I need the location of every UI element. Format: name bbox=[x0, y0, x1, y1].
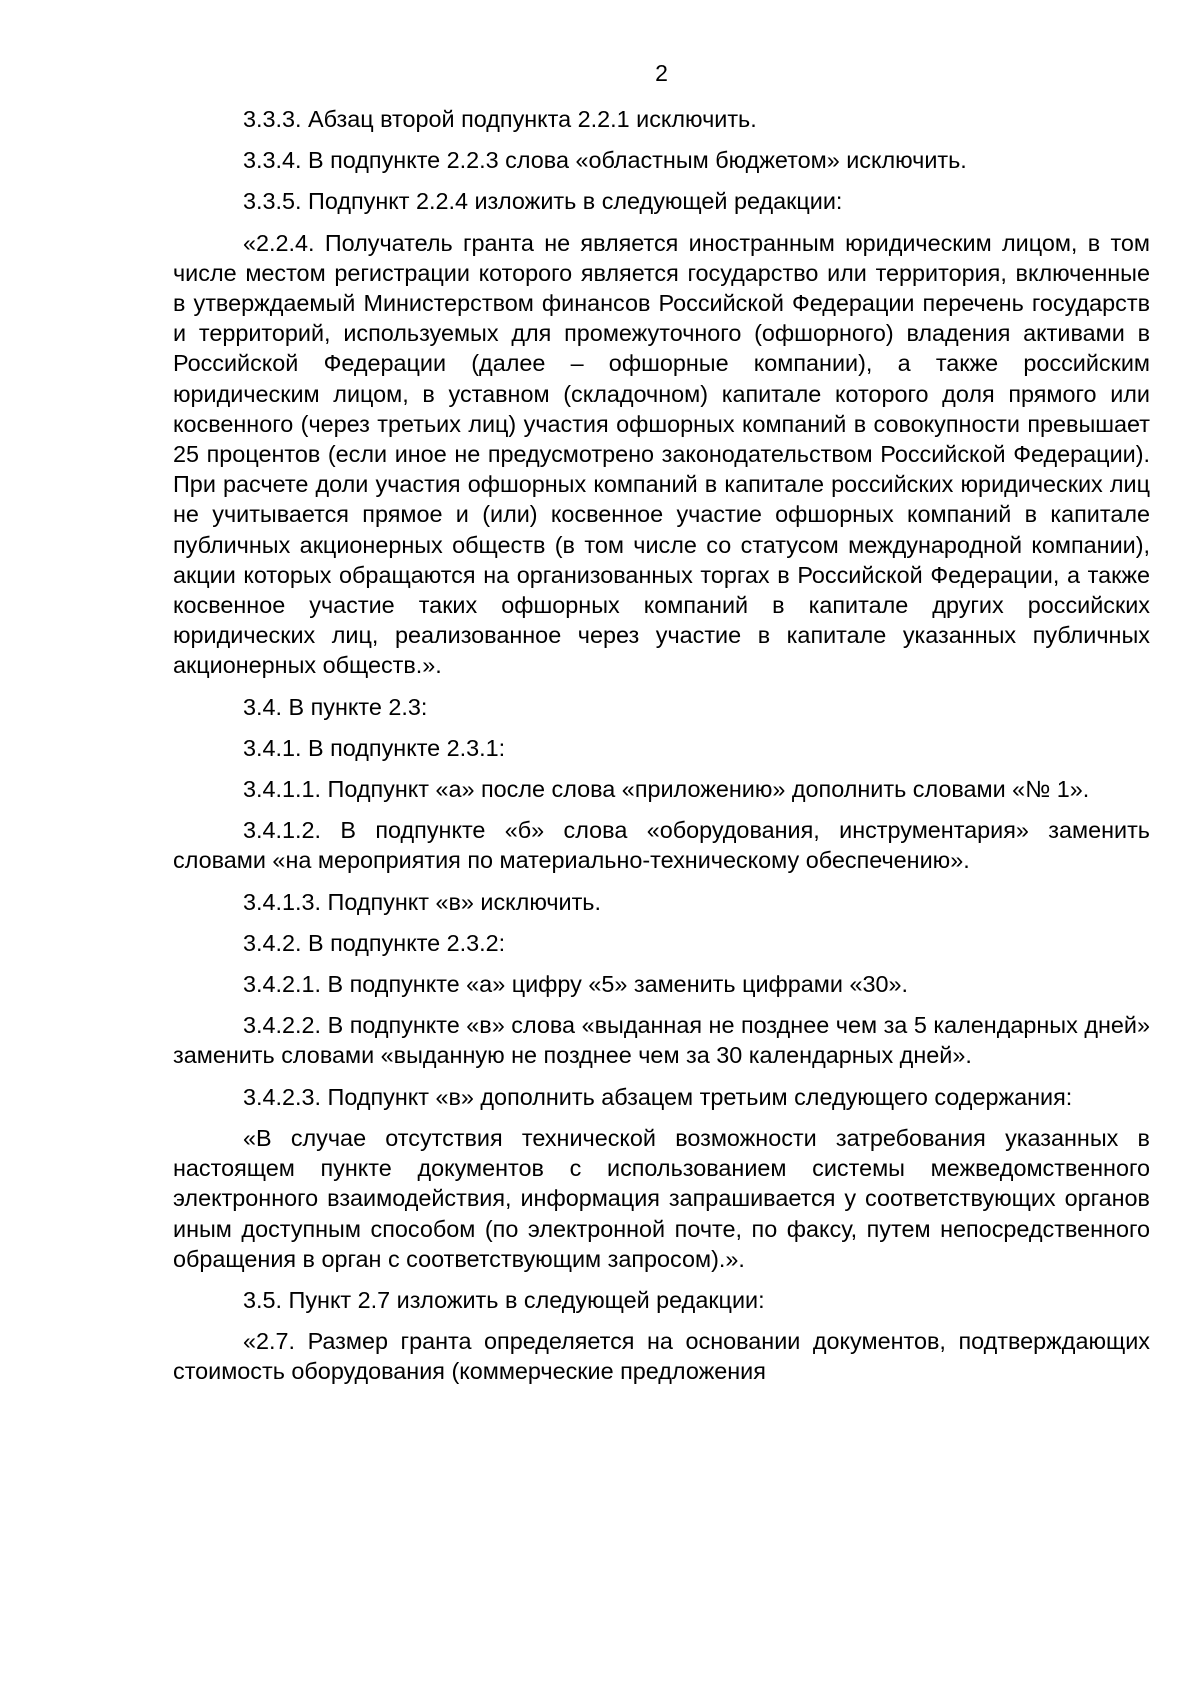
paragraph-3-4-2-1: 3.4.2.1. В подпункте «а» цифру «5» заменить цифрами «30». bbox=[243, 971, 908, 998]
paragraph-3-3-5: 3.3.5. Подпункт 2.2.4 изложить в следующей редакции: bbox=[243, 188, 843, 215]
paragraph-3-4-1-3: 3.4.1.3. Подпункт «в» исключить. bbox=[243, 888, 601, 915]
paragraph-3-4-1-2: 3.4.1.2. В подпункте «б» слова «оборудования, инструментария» заменить словами «на мероприятия по материально-техническому обеспечению». bbox=[173, 817, 1150, 874]
page-number: 2 bbox=[655, 60, 668, 86]
paragraph-3-4-1: 3.4.1. В подпункте 2.3.1: bbox=[243, 734, 506, 761]
paragraph-2-2-4-quote: «2.2.4. Получатель гранта не является иностранным юридическим лицом, в том числе местом регистрации которого является государство или территория, включенные в утверждаемый Министерством финансов Российской Федерации перечень государств и территорий, используемых для промежуточного (офшорного) владения активами в Российской Федерации (далее – офшорные компании), а также российским юридическим лицом, в уставном (складочном) капитале которого доля прямого или косвенного (через третьих лиц) участия офшорных компаний в совокупности превышает 25 процентов (если иное не предусмотрено законодательством Российской Федерации). При расчете доли участия офшорных компаний в капитале российских юридических лиц не учитывается прямое и (или) косвенное участие офшорных компаний в капитале публичных акционерных обществ (в том числе со статусом международной компании), акции которых обращаются на организованных торгах в Российской Федерации, а также косвенное участие таких офшорных компаний в капитале других российских юридических лиц, реализованное через участие в капитале указанных публичных акционерных обществ.». bbox=[173, 229, 1150, 679]
paragraph-3-4-2: 3.4.2. В подпункте 2.3.2: bbox=[243, 929, 506, 956]
paragraph-2-7-quote: «2.7. Размер гранта определяется на основании документов, подтверждающих стоимость оборудования (коммерческие предложения bbox=[173, 1328, 1150, 1385]
paragraph-3-3-3: 3.3.3. Абзац второй подпункта 2.2.1 исключить. bbox=[243, 106, 757, 132]
paragraph-3-4-1-1: 3.4.1.1. Подпункт «а» после слова «приложению» дополнить словами «№ 1». bbox=[243, 776, 1090, 803]
paragraph-3-3-4: 3.3.4. В подпункте 2.2.3 слова «областным бюджетом» исключить. bbox=[243, 147, 967, 174]
paragraph-3-4: 3.4. В пункте 2.3: bbox=[243, 693, 428, 720]
paragraph-3-4-2-2: 3.4.2.2. В подпункте «в» слова «выданная не позднее чем за 5 календарных дней» заменить словами «выданную не позднее чем за 30 календарных дней». bbox=[173, 1012, 1150, 1069]
paragraph-3-5: 3.5. Пункт 2.7 изложить в следующей редакции: bbox=[243, 1286, 765, 1313]
paragraph-absence-quote: «В случае отсутствия технической возможности затребования указанных в настоящем пункте документов с использованием системы межведомственного электронного взаимодействия, информация запрашивается у соответствующих органов иным доступным способом (по электронной почте, по факсу, путем непосредственного обращения в орган с соответствующим запросом).». bbox=[173, 1124, 1150, 1272]
paragraph-3-4-2-3: 3.4.2.3. Подпункт «в» дополнить абзацем третьим следующего содержания: bbox=[243, 1083, 1073, 1110]
